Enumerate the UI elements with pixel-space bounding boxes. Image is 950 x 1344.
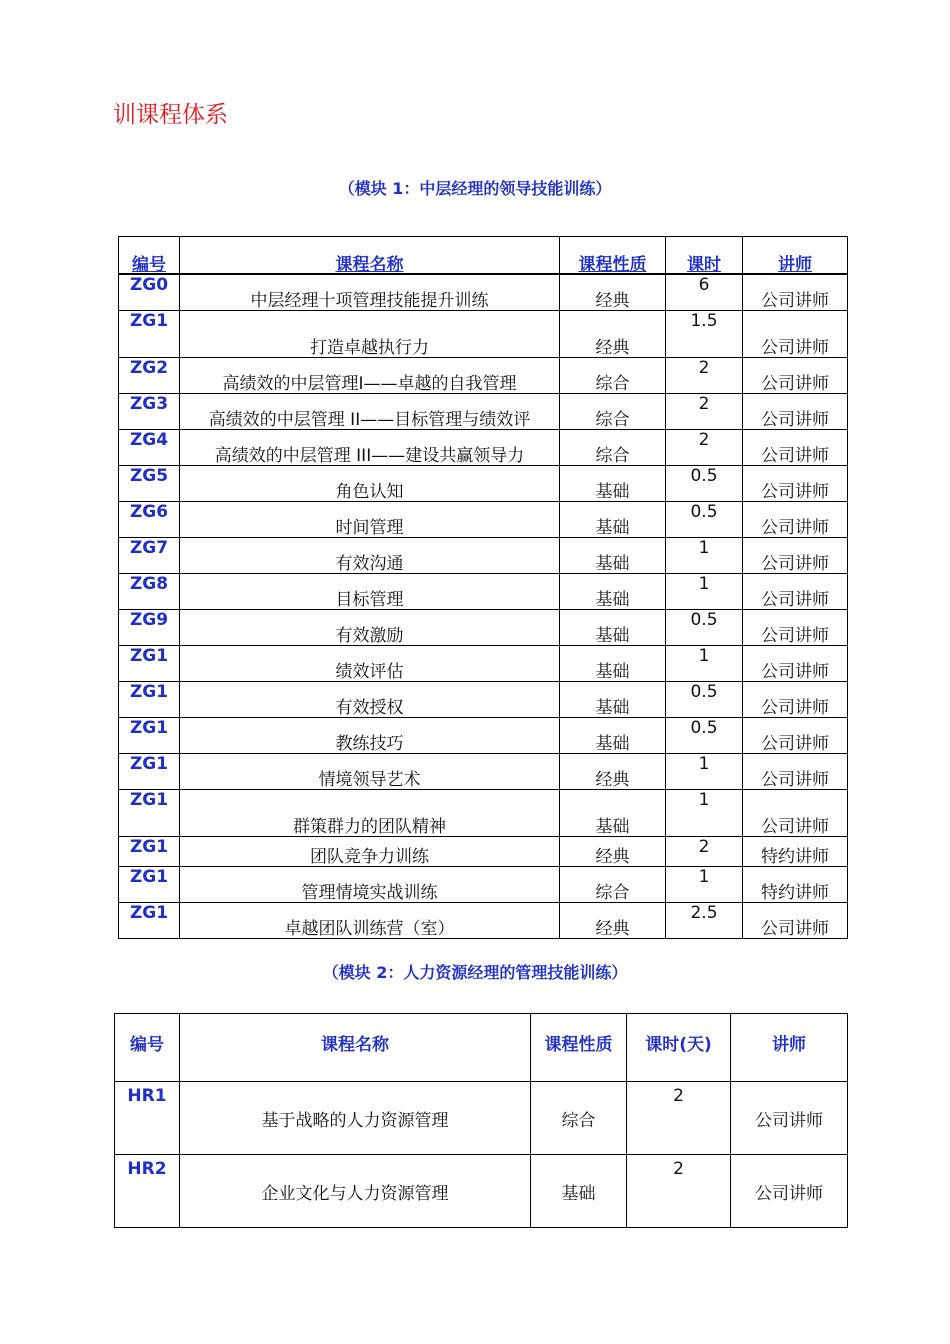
course-code: ZG3	[119, 394, 180, 430]
course-type: 综合	[560, 430, 666, 466]
course-type: 基础	[560, 574, 666, 610]
table-row	[119, 574, 848, 610]
course-type: 经典	[560, 274, 666, 311]
course-type: 经典	[560, 311, 666, 358]
course-type: 基础	[560, 502, 666, 538]
course-teacher: 公司讲师	[743, 790, 848, 837]
course-teacher: 公司讲师	[731, 1082, 848, 1155]
table-row	[115, 1155, 848, 1228]
course-name: 有效沟通	[180, 538, 560, 574]
course-type: 基础	[560, 538, 666, 574]
course-name: 角色认知	[180, 466, 560, 502]
course-teacher: 公司讲师	[743, 610, 848, 646]
course-name: 打造卓越执行力	[180, 311, 560, 358]
course-teacher: 公司讲师	[743, 274, 848, 311]
course-teacher: 特约讲师	[743, 837, 848, 867]
course-hours: 2	[627, 1082, 731, 1155]
table-row	[115, 1082, 848, 1155]
course-hours: 0.5	[666, 682, 743, 718]
course-type: 基础	[560, 466, 666, 502]
course-code: HR1	[115, 1082, 180, 1155]
course-type: 综合	[560, 867, 666, 903]
course-code: ZG1	[119, 790, 180, 837]
module-1-title: （模块 1：中层经理的领导技能训练）	[338, 179, 612, 198]
course-type: 基础	[560, 682, 666, 718]
course-name: 有效激励	[180, 610, 560, 646]
header-course-name: 课程名称	[180, 237, 560, 275]
table-row	[119, 466, 848, 502]
course-hours: 1.5	[666, 311, 743, 358]
course-type: 基础	[560, 790, 666, 837]
course-teacher: 公司讲师	[731, 1155, 848, 1228]
course-name: 情境领导艺术	[180, 754, 560, 790]
course-teacher: 公司讲师	[743, 903, 848, 939]
table-row	[119, 538, 848, 574]
course-code: ZG1	[119, 682, 180, 718]
course-code: ZG1	[119, 646, 180, 682]
course-code: HR2	[115, 1155, 180, 1228]
course-hours: 1	[666, 790, 743, 837]
header-hours: 课时(天)	[627, 1014, 731, 1082]
course-hours: 2	[666, 837, 743, 867]
course-code: ZG7	[119, 538, 180, 574]
course-name: 中层经理十项管理技能提升训练	[180, 274, 560, 311]
table-header-row	[115, 1014, 848, 1082]
module-1-course-table	[118, 236, 848, 939]
course-code: ZG1	[119, 311, 180, 358]
course-teacher: 公司讲师	[743, 311, 848, 358]
course-code: ZG5	[119, 466, 180, 502]
course-hours: 0.5	[666, 610, 743, 646]
table-row	[119, 790, 848, 837]
course-name: 团队竞争力训练	[180, 837, 560, 867]
course-hours: 0.5	[666, 502, 743, 538]
course-code: ZG9	[119, 610, 180, 646]
module-2-course-table	[114, 1013, 848, 1228]
table-row	[119, 430, 848, 466]
header-course-type: 课程性质	[531, 1014, 627, 1082]
course-code: ZG4	[119, 430, 180, 466]
course-type: 经典	[560, 903, 666, 939]
course-type: 基础	[560, 718, 666, 754]
course-teacher: 公司讲师	[743, 430, 848, 466]
course-teacher: 特约讲师	[743, 867, 848, 903]
course-name: 基于战略的人力资源管理	[180, 1082, 531, 1155]
course-hours: 6	[666, 274, 743, 311]
document-title: 训课程体系	[113, 102, 228, 128]
header-code: 编号	[115, 1014, 180, 1082]
course-type: 基础	[560, 610, 666, 646]
course-name: 有效授权	[180, 682, 560, 718]
course-teacher: 公司讲师	[743, 718, 848, 754]
course-type: 经典	[560, 837, 666, 867]
course-hours: 0.5	[666, 466, 743, 502]
course-type: 综合	[531, 1082, 627, 1155]
course-name: 卓越团队训练营（室）	[180, 903, 560, 939]
course-hours: 2	[666, 358, 743, 394]
table-header-row	[119, 237, 848, 275]
table-row	[119, 718, 848, 754]
table-row	[119, 502, 848, 538]
course-teacher: 公司讲师	[743, 394, 848, 430]
course-hours: 1	[666, 867, 743, 903]
table-row	[119, 610, 848, 646]
course-code: ZG1	[119, 754, 180, 790]
table-row	[119, 394, 848, 430]
header-code: 编号	[119, 237, 180, 275]
course-type: 基础	[531, 1155, 627, 1228]
course-name: 绩效评估	[180, 646, 560, 682]
course-name: 企业文化与人力资源管理	[180, 1155, 531, 1228]
table-row	[119, 837, 848, 867]
course-name: 高绩效的中层管理Ⅰ——卓越的自我管理	[180, 358, 560, 394]
course-hours: 1	[666, 754, 743, 790]
course-type: 综合	[560, 394, 666, 430]
course-name: 目标管理	[180, 574, 560, 610]
table-row	[119, 311, 848, 358]
table-row	[119, 903, 848, 939]
header-teacher: 讲师	[743, 237, 848, 275]
course-name: 高绩效的中层管理 III——建设共赢领导力	[180, 430, 560, 466]
course-teacher: 公司讲师	[743, 538, 848, 574]
course-teacher: 公司讲师	[743, 682, 848, 718]
course-hours: 2.5	[666, 903, 743, 939]
table-row	[119, 274, 848, 311]
course-teacher: 公司讲师	[743, 358, 848, 394]
course-name: 群策群力的团队精神	[180, 790, 560, 837]
table-row	[119, 867, 848, 903]
course-name: 时间管理	[180, 502, 560, 538]
course-code: ZG1	[119, 903, 180, 939]
header-course-name: 课程名称	[180, 1014, 531, 1082]
course-hours: 0.5	[666, 718, 743, 754]
course-hours: 1	[666, 538, 743, 574]
course-type: 经典	[560, 754, 666, 790]
header-teacher: 讲师	[731, 1014, 848, 1082]
course-hours: 2	[666, 430, 743, 466]
course-teacher: 公司讲师	[743, 754, 848, 790]
course-teacher: 公司讲师	[743, 502, 848, 538]
table-row	[119, 682, 848, 718]
course-teacher: 公司讲师	[743, 646, 848, 682]
course-code: ZG1	[119, 837, 180, 867]
course-teacher: 公司讲师	[743, 574, 848, 610]
header-course-type: 课程性质	[560, 237, 666, 275]
course-teacher: 公司讲师	[743, 466, 848, 502]
course-code: ZG6	[119, 502, 180, 538]
course-type: 基础	[560, 646, 666, 682]
header-hours: 课时	[666, 237, 743, 275]
course-hours: 2	[627, 1155, 731, 1228]
module-2-title: （模块 2：人力资源经理的管理技能训练）	[322, 963, 628, 982]
table-row	[119, 754, 848, 790]
table-row	[119, 358, 848, 394]
course-name: 管理情境实战训练	[180, 867, 560, 903]
course-hours: 1	[666, 574, 743, 610]
table-row	[119, 646, 848, 682]
course-type: 综合	[560, 358, 666, 394]
course-code: ZG1	[119, 718, 180, 754]
course-code: ZG8	[119, 574, 180, 610]
course-hours: 2	[666, 394, 743, 430]
course-code: ZG0	[119, 274, 180, 311]
course-code: ZG2	[119, 358, 180, 394]
course-name: 高绩效的中层管理 II——目标管理与绩效评	[180, 394, 560, 430]
course-hours: 1	[666, 646, 743, 682]
course-name: 教练技巧	[180, 718, 560, 754]
course-code: ZG1	[119, 867, 180, 903]
